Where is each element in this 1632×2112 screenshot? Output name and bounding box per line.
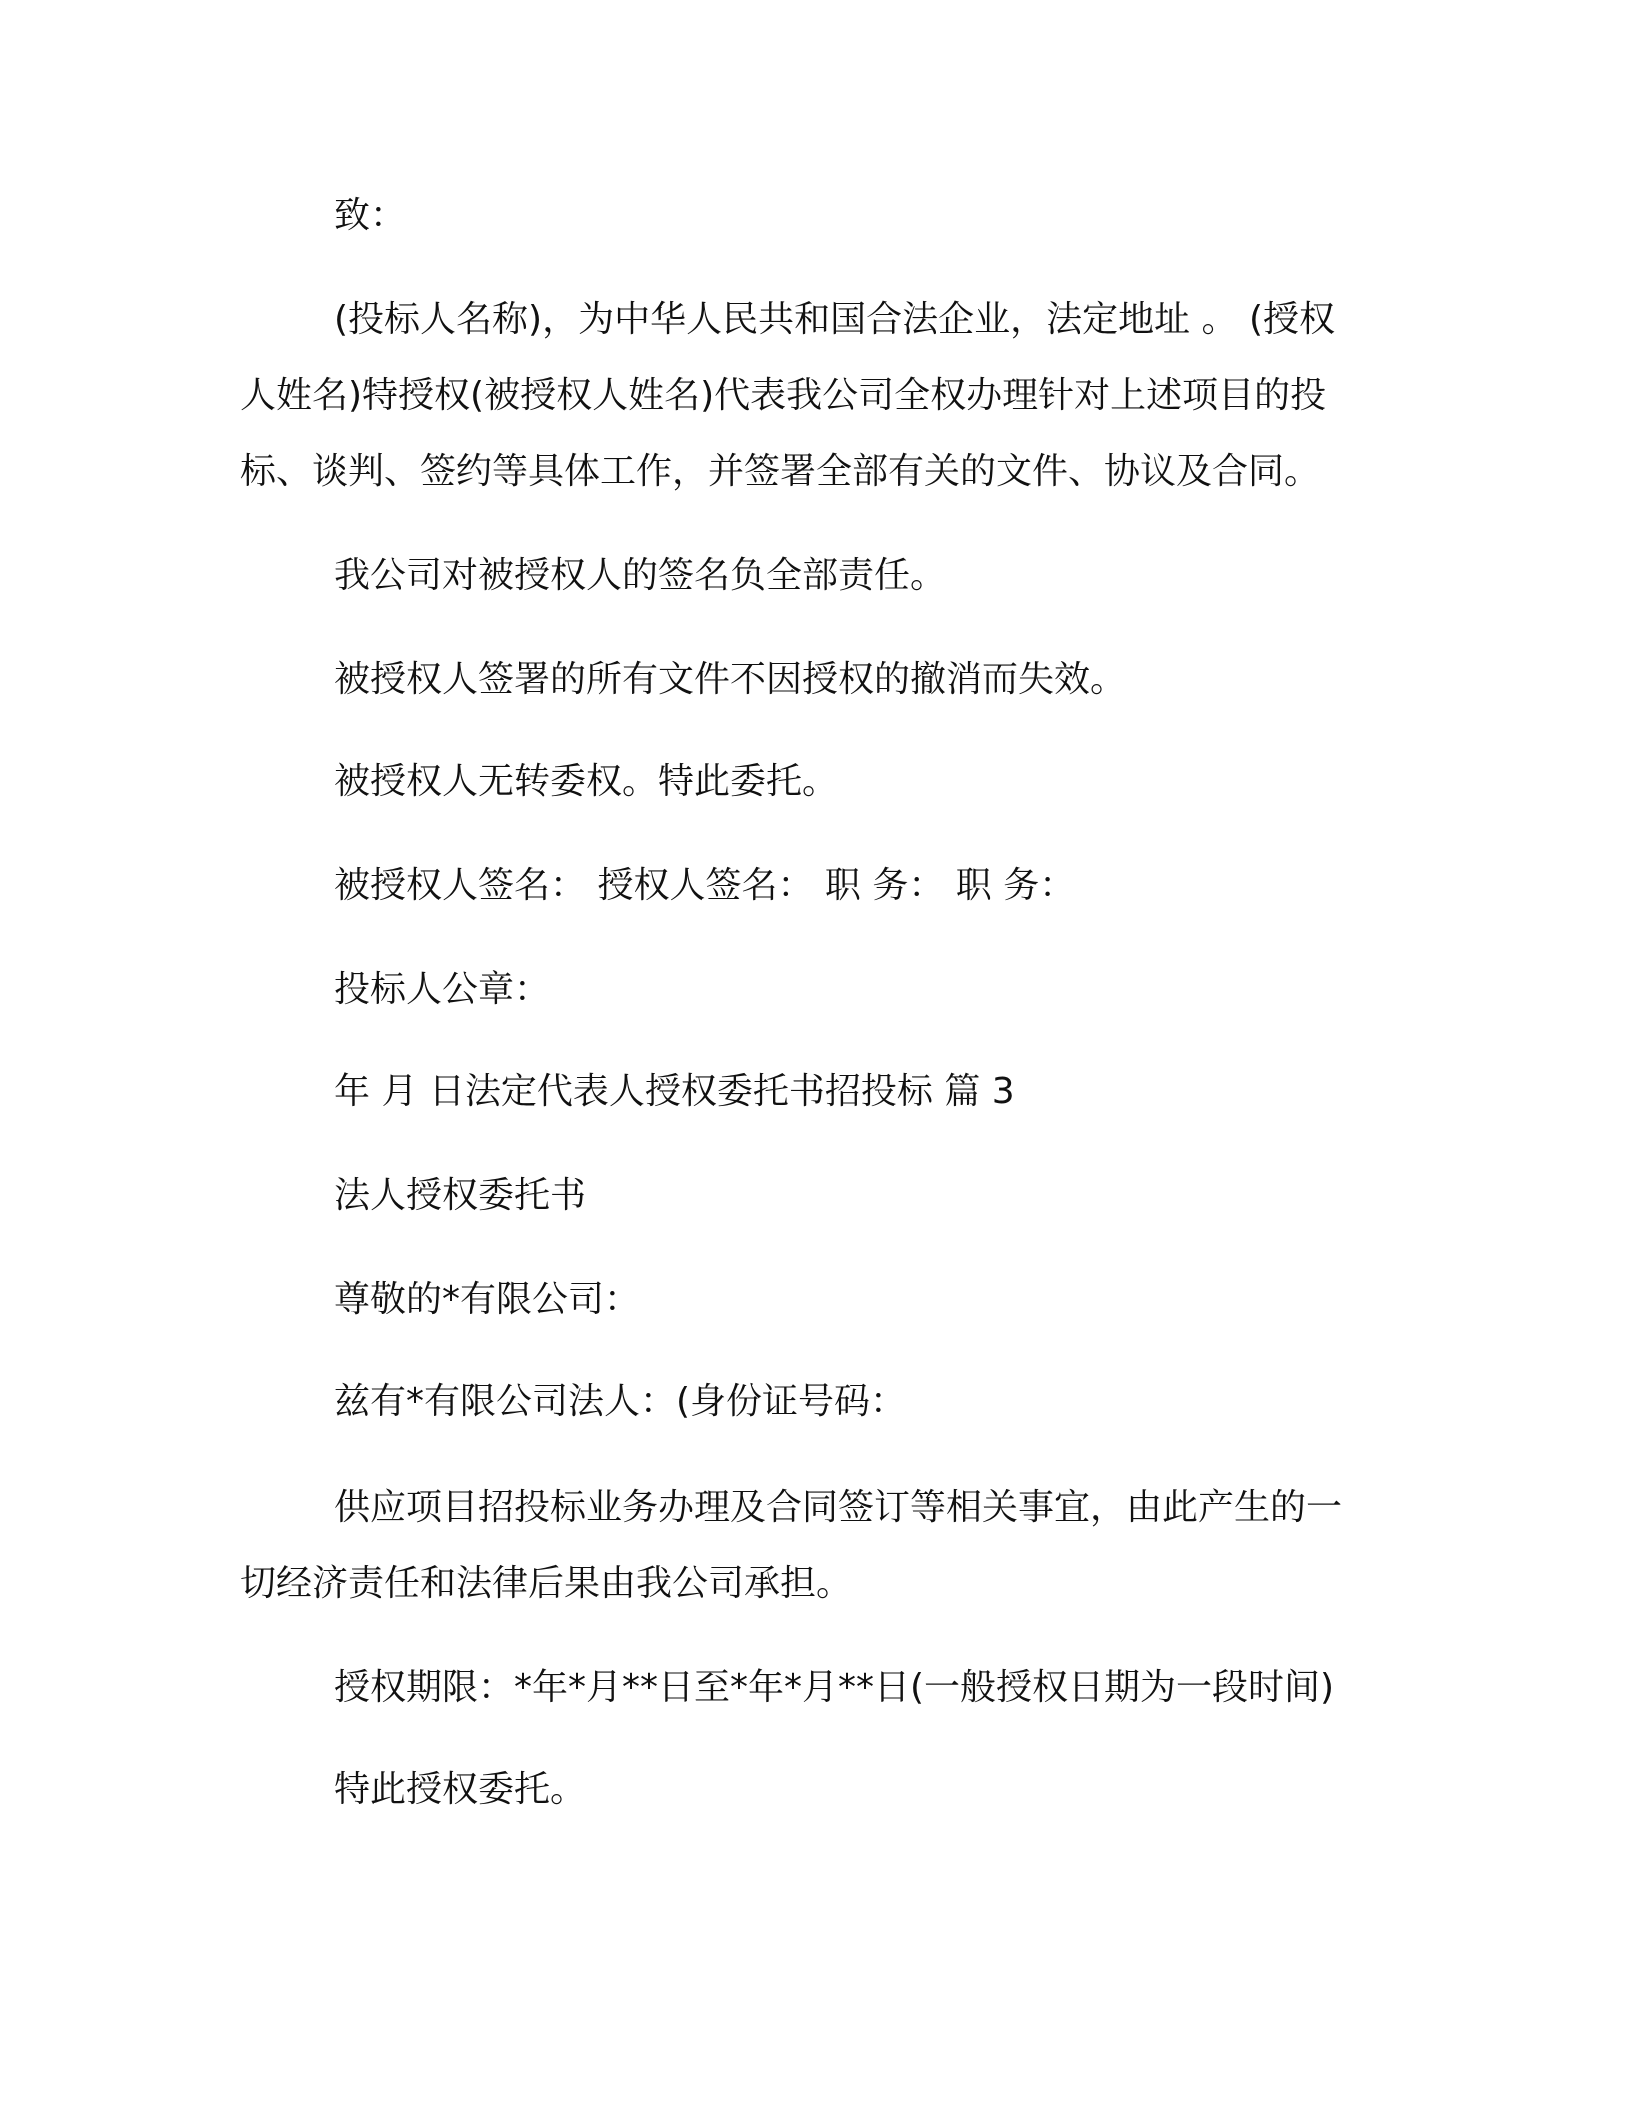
paragraph-line: 供应项目招投标业务办理及合同签订等相关事宜，由此产生的一 xyxy=(334,1487,1343,1528)
recipient-line: 尊敬的*有限公司： xyxy=(334,1279,641,1320)
paragraph-line: 切经济责任和法律后果由我公司承担。 xyxy=(240,1563,853,1604)
paragraph-line: 人姓名)特授权(被授权人姓名)代表我公司全权办理针对上述项目的投 xyxy=(240,375,1327,416)
date-heading-line: 年 月 日法定代表人授权委托书招投标 篇 3 xyxy=(334,1071,1015,1112)
salutation-line: 致： xyxy=(334,195,407,236)
paragraph-line: 被授权人无转委权。特此委托。 xyxy=(334,761,839,802)
authorization-period-line: 授权期限：*年*月**日至*年*月**日(一般授权日期为一段时间) xyxy=(334,1667,1335,1708)
signature-fields-line: 被授权人签名： 授权人签名： 职 务： 职 务： xyxy=(334,865,1076,906)
section-title: 法人授权委托书 xyxy=(334,1175,587,1216)
closing-line: 特此授权委托。 xyxy=(334,1769,587,1810)
paragraph-line: 被授权人签署的所有文件不因授权的撤消而失效。 xyxy=(334,659,1127,700)
paragraph-line: (投标人名称)，为中华人民共和国合法企业，法定地址 。 (授权 xyxy=(334,299,1336,340)
paragraph-line: 我公司对被授权人的签名负全部责任。 xyxy=(334,555,947,596)
company-seal-line: 投标人公章： xyxy=(334,969,551,1010)
paragraph-line: 标、谈判、签约等具体工作，并签署全部有关的文件、协议及合同。 xyxy=(240,451,1321,492)
paragraph-line: 兹有*有限公司法人：(身份证号码： xyxy=(334,1381,907,1422)
